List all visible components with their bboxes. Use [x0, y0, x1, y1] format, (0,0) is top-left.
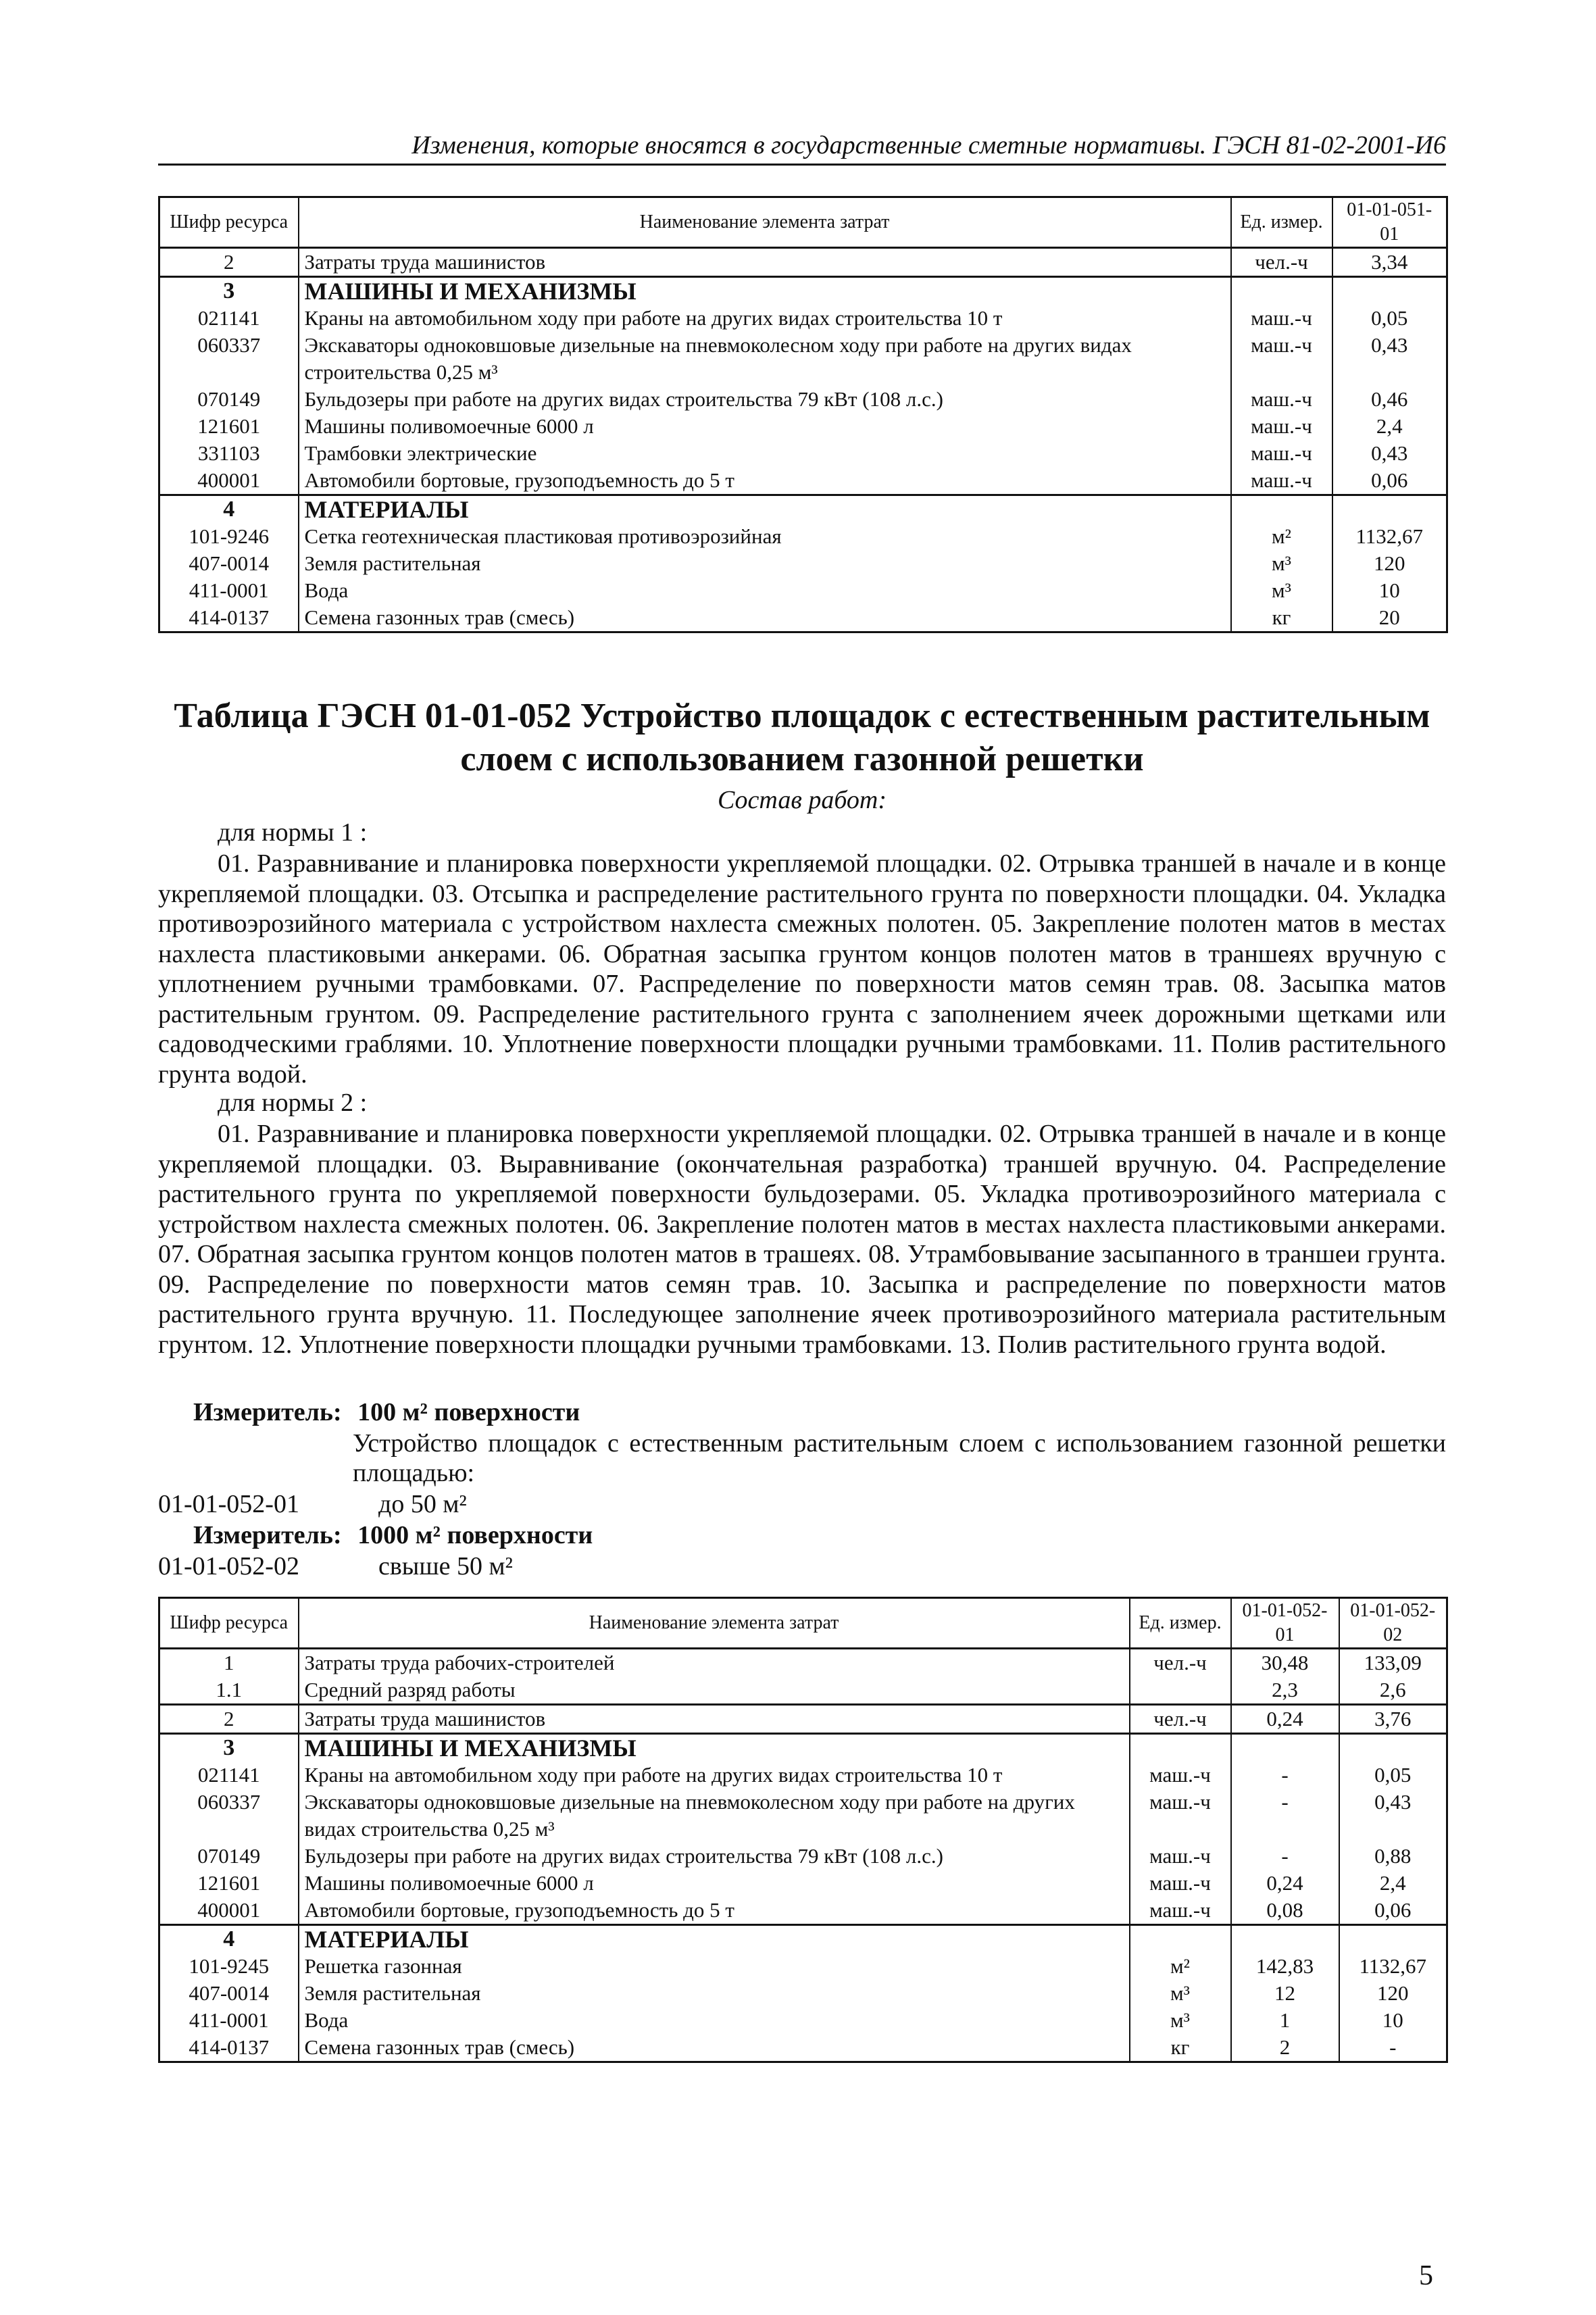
cell-value-1: 0,24	[1231, 1870, 1339, 1897]
cell-name: Трамбовки электрические	[299, 440, 1231, 467]
cell-code: 414-0137	[159, 604, 299, 632]
header-name: Наименование элемента затрат	[299, 197, 1231, 248]
cell-value-2: 2,6	[1339, 1676, 1447, 1705]
cell-unit: кг	[1130, 2034, 1231, 2062]
norm1-text: 01. Разравнивание и планировка поверхности укрепляемой площадки. 02. Отрывка траншей в начале и в конце укрепляемой площадки. 03. Отсыпка и распределение растительного грунта по поверхности площадки. 04. Укладка противоэрозийного материала с устройством нахлеста смежных полотен. 05. Закрепление полотен матов в местах нахлеста пластиковыми анкерами. 06. Обратная засыпка грунтом концов полотен матов в траншеях вручную с уплотнением ручными трамбовками. 07. Распределение по поверхности матов семян трав. 08. Засыпка матов растительным грунтом. 09. Распределение растительного грунта с заполнением ячеек дорожными щетками или садоводческими граблями. 10. Уплотнение поверхности площадки ручными трамбовками. 11. Полив растительного грунта водой.	[158, 849, 1446, 1089]
cell-value-2: 10	[1339, 2007, 1447, 2034]
cell-value-2: 133,09	[1339, 1649, 1447, 1677]
cell-value-1: 1132,67	[1332, 523, 1447, 550]
cell-value-2: 1132,67	[1339, 1953, 1447, 1980]
cell-name: Средний разряд работы	[299, 1676, 1130, 1705]
table-row	[159, 1897, 1447, 1925]
table-row	[159, 577, 1447, 604]
cell-unit	[1130, 1676, 1231, 1705]
cell-name: Земля растительная	[299, 550, 1231, 577]
cell-unit	[1130, 1925, 1231, 1953]
page-number: 5	[1419, 2260, 1433, 2291]
cell-code: 331103	[159, 440, 299, 467]
cell-name: Краны на автомобильном ходу при работе на других видах строительства 10 т	[299, 1762, 1130, 1789]
cell-code: 4	[159, 495, 299, 524]
cell-code: 101-9246	[159, 523, 299, 550]
header-unit: Ед. измер.	[1231, 197, 1332, 248]
cell-unit: маш.-ч	[1130, 1870, 1231, 1897]
norm-code-1-desc: до 50 м²	[378, 1490, 467, 1518]
table-row	[159, 1649, 1447, 1677]
cell-value-1: 2	[1231, 2034, 1339, 2062]
cell-name: Семена газонных трав (смесь)	[299, 2034, 1130, 2062]
table-row	[159, 1843, 1447, 1870]
cell-name: Автомобили бортовые, грузоподъемность до 5 т	[299, 1897, 1130, 1925]
cell-value-1: 10	[1332, 577, 1447, 604]
cell-value-1: 30,48	[1231, 1649, 1339, 1677]
cell-code: 407-0014	[159, 1980, 299, 2007]
table-row	[159, 1789, 1447, 1843]
cell-unit: кг	[1231, 604, 1332, 632]
cell-code: 070149	[159, 386, 299, 413]
header-code: Шифр ресурса	[159, 1598, 299, 1649]
cell-unit: чел.-ч	[1130, 1649, 1231, 1677]
table-row	[159, 305, 1447, 332]
table-row	[159, 2007, 1447, 2034]
cell-value-2	[1339, 1734, 1447, 1762]
cell-unit: м³	[1231, 577, 1332, 604]
cell-name: МАТЕРИАЛЫ	[299, 1925, 1130, 1953]
header-name: Наименование элемента затрат	[299, 1598, 1130, 1649]
cell-unit: м²	[1130, 1953, 1231, 1980]
cell-code: 3	[159, 277, 299, 305]
norm2-label: для нормы 2 :	[218, 1089, 368, 1117]
cell-value-2: 0,06	[1339, 1897, 1447, 1925]
table-row	[159, 1953, 1447, 1980]
cell-value-2: -	[1339, 2034, 1447, 2062]
cell-name: Семена газонных трав (смесь)	[299, 604, 1231, 632]
cell-value-1: 2,3	[1231, 1676, 1339, 1705]
cell-code: 2	[159, 248, 299, 277]
cell-name: Машины поливомоечные 6000 л	[299, 1870, 1130, 1897]
cell-value-1: 0,46	[1332, 386, 1447, 413]
cell-unit: м³	[1130, 2007, 1231, 2034]
cell-unit: м³	[1231, 550, 1332, 577]
cell-name: Краны на автомобильном ходу при работе на других видах строительства 10 т	[299, 305, 1231, 332]
cell-value-1: 1	[1231, 2007, 1339, 2034]
cell-unit: маш.-ч	[1130, 1789, 1231, 1843]
cell-value-1: -	[1231, 1843, 1339, 1870]
cell-value-1: 2,4	[1332, 413, 1447, 440]
cell-unit	[1231, 495, 1332, 524]
cell-value-1: 0,43	[1332, 440, 1447, 467]
norm-code-1: 01-01-052-01	[158, 1490, 299, 1518]
cell-name: Затраты труда машинистов	[299, 248, 1231, 277]
header-code: Шифр ресурса	[159, 197, 299, 248]
cell-value-1: 3,34	[1332, 248, 1447, 277]
measure-1	[193, 1397, 580, 1427]
cell-code: 414-0137	[159, 2034, 299, 2062]
norm1-label: для нормы 1 :	[218, 818, 368, 847]
cell-unit: маш.-ч	[1130, 1843, 1231, 1870]
cell-unit: чел.-ч	[1231, 248, 1332, 277]
table-header-row	[159, 1598, 1447, 1649]
cell-name: Земля растительная	[299, 1980, 1130, 2007]
cell-name: МАТЕРИАЛЫ	[299, 495, 1231, 524]
cell-code: 021141	[159, 305, 299, 332]
cell-code: 101-9245	[159, 1953, 299, 1980]
header-unit: Ед. измер.	[1130, 1598, 1231, 1649]
norm-code-2: 01-01-052-02	[158, 1552, 299, 1580]
cell-value-1: -	[1231, 1789, 1339, 1843]
work-description: Устройство площадок с естественным растительным слоем с использованием газонной решетки площадью:	[353, 1429, 1446, 1487]
cell-name: Экскаваторы одноковшовые дизельные на пневмоколесном ходу при работе на других видах строительства 0,25 м³	[299, 332, 1231, 386]
cell-value-1: 142,83	[1231, 1953, 1339, 1980]
cell-code: 411-0001	[159, 577, 299, 604]
cell-value-1: 12	[1231, 1980, 1339, 2007]
table-row	[159, 440, 1447, 467]
cell-code: 060337	[159, 332, 299, 386]
table-header-row	[159, 197, 1447, 248]
cell-value-2: 3,76	[1339, 1705, 1447, 1734]
table-row	[159, 386, 1447, 413]
page-header: Изменения, которые вносятся в государственные сметные нормативы. ГЭСН 81-02-2001-И6	[158, 130, 1446, 166]
cell-name: МАШИНЫ И МЕХАНИЗМЫ	[299, 277, 1231, 305]
cell-value-1: 0,06	[1332, 467, 1447, 495]
cell-value-1	[1231, 1925, 1339, 1953]
table-title: Таблица ГЭСН 01-01-052 Устройство площадок с естественным растительным слоем с использованием газонной решетки	[174, 697, 1430, 778]
cell-code: 3	[159, 1734, 299, 1762]
cell-name: Машины поливомоечные 6000 л	[299, 413, 1231, 440]
composition-label: Состав работ:	[717, 786, 887, 814]
resource-table-051	[158, 196, 1448, 633]
cell-value-1: 20	[1332, 604, 1447, 632]
header-norm-052-02: 01-01-052-02	[1339, 1598, 1447, 1649]
norm-code-2-desc: свыше 50 м²	[378, 1552, 513, 1580]
cell-name: Бульдозеры при работе на других видах строительства 79 кВт (108 л.с.)	[299, 1843, 1130, 1870]
cell-code: 070149	[159, 1843, 299, 1870]
cell-name: Сетка геотехническая пластиковая противоэрозийная	[299, 523, 1231, 550]
table-row	[159, 277, 1447, 305]
measure-2	[193, 1520, 593, 1550]
cell-code: 407-0014	[159, 550, 299, 577]
table-row	[159, 523, 1447, 550]
cell-value-1	[1332, 277, 1447, 305]
cell-unit: м³	[1130, 1980, 1231, 2007]
header-norm-051-01: 01-01-051-01	[1332, 197, 1447, 248]
cell-code: 400001	[159, 467, 299, 495]
cell-value-2: 120	[1339, 1980, 1447, 2007]
table-row	[159, 550, 1447, 577]
cell-unit: м²	[1231, 523, 1332, 550]
cell-name: Вода	[299, 2007, 1130, 2034]
cell-code: 1	[159, 1649, 299, 1677]
cell-unit: чел.-ч	[1130, 1705, 1231, 1734]
cell-unit: маш.-ч	[1130, 1762, 1231, 1789]
norm2-text: 01. Разравнивание и планировка поверхности укрепляемой площадки. 02. Отрывка траншей в начале и в конце укрепляемой площадки. 03. Выравнивание (окончательная разработка) траншей вручную. 04. Распределение растительного грунта по укрепляемой поверхности бульдозерами. 05. Укладка противоэрозийного материала с устройством нахлеста смежных полотен. 06. Закрепление полотен матов в местах нахлеста пластиковыми анкерами. 07. Обратная засыпка грунтом концов полотен матов в трашеях. 08. Утрамбовывание засыпанного в траншеи грунта. 09. Распределение по поверхности матов семян трав. 10. Засыпка и распределение по поверхности матов растительного грунта вручную. 11. Последующее заполнение ячеек противоэрозийного материала растительным грунтом. 12. Уплотнение поверхности площадки ручными трамбовками. 13. Полив растительного грунта водой.	[158, 1120, 1446, 1359]
cell-value-2: 0,88	[1339, 1843, 1447, 1870]
cell-code: 060337	[159, 1789, 299, 1843]
cell-value-2: 0,05	[1339, 1762, 1447, 1789]
cell-code: 021141	[159, 1762, 299, 1789]
cell-name: Затраты труда рабочих-строителей	[299, 1649, 1130, 1677]
cell-value-1: 120	[1332, 550, 1447, 577]
cell-value-1: -	[1231, 1762, 1339, 1789]
table-row	[159, 1676, 1447, 1705]
cell-code: 121601	[159, 413, 299, 440]
measure-1-label: Измеритель:	[193, 1398, 342, 1426]
cell-unit: маш.-ч	[1231, 440, 1332, 467]
table-row	[159, 413, 1447, 440]
measure-1-value: 100 м² поверхности	[357, 1398, 580, 1426]
cell-name: Вода	[299, 577, 1231, 604]
cell-name: Решетка газонная	[299, 1953, 1130, 1980]
cell-value-1: 0,05	[1332, 305, 1447, 332]
cell-unit	[1130, 1734, 1231, 1762]
header-norm-052-01: 01-01-052-01	[1231, 1598, 1339, 1649]
cell-value-2	[1339, 1925, 1447, 1953]
table-row	[159, 495, 1447, 524]
cell-value-1: 0,24	[1231, 1705, 1339, 1734]
cell-code: 411-0001	[159, 2007, 299, 2034]
cell-unit: маш.-ч	[1231, 386, 1332, 413]
cell-unit: маш.-ч	[1231, 413, 1332, 440]
table-row	[159, 1870, 1447, 1897]
cell-name: Затраты труда машинистов	[299, 1705, 1130, 1734]
table-row	[159, 1762, 1447, 1789]
cell-code: 2	[159, 1705, 299, 1734]
cell-code: 4	[159, 1925, 299, 1953]
cell-name: Экскаваторы одноковшовые дизельные на пневмоколесном ходу при работе на других видах строительства 0,25 м³	[299, 1789, 1130, 1843]
cell-value-1: 0,08	[1231, 1897, 1339, 1925]
table-row	[159, 1705, 1447, 1734]
cell-name: МАШИНЫ И МЕХАНИЗМЫ	[299, 1734, 1130, 1762]
cell-name: Автомобили бортовые, грузоподъемность до 5 т	[299, 467, 1231, 495]
measure-2-value: 1000 м² поверхности	[357, 1521, 593, 1549]
cell-unit: маш.-ч	[1231, 332, 1332, 386]
table-row	[159, 1980, 1447, 2007]
cell-unit: маш.-ч	[1231, 467, 1332, 495]
table-row	[159, 467, 1447, 495]
measure-2-label: Измеритель:	[193, 1521, 342, 1549]
cell-unit: маш.-ч	[1231, 305, 1332, 332]
table-row	[159, 332, 1447, 386]
cell-code: 400001	[159, 1897, 299, 1925]
cell-unit: маш.-ч	[1130, 1897, 1231, 1925]
table-row	[159, 248, 1447, 277]
cell-value-2: 2,4	[1339, 1870, 1447, 1897]
cell-name: Бульдозеры при работе на других видах строительства 79 кВт (108 л.с.)	[299, 386, 1231, 413]
cell-code: 121601	[159, 1870, 299, 1897]
cell-value-1	[1231, 1734, 1339, 1762]
table-row	[159, 604, 1447, 632]
table-row	[159, 2034, 1447, 2062]
cell-value-1: 0,43	[1332, 332, 1447, 386]
cell-value-2: 0,43	[1339, 1789, 1447, 1843]
table-row	[159, 1734, 1447, 1762]
cell-value-1	[1332, 495, 1447, 524]
table-row	[159, 1925, 1447, 1953]
resource-table-052	[158, 1597, 1448, 2063]
cell-code: 1.1	[159, 1676, 299, 1705]
cell-unit	[1231, 277, 1332, 305]
